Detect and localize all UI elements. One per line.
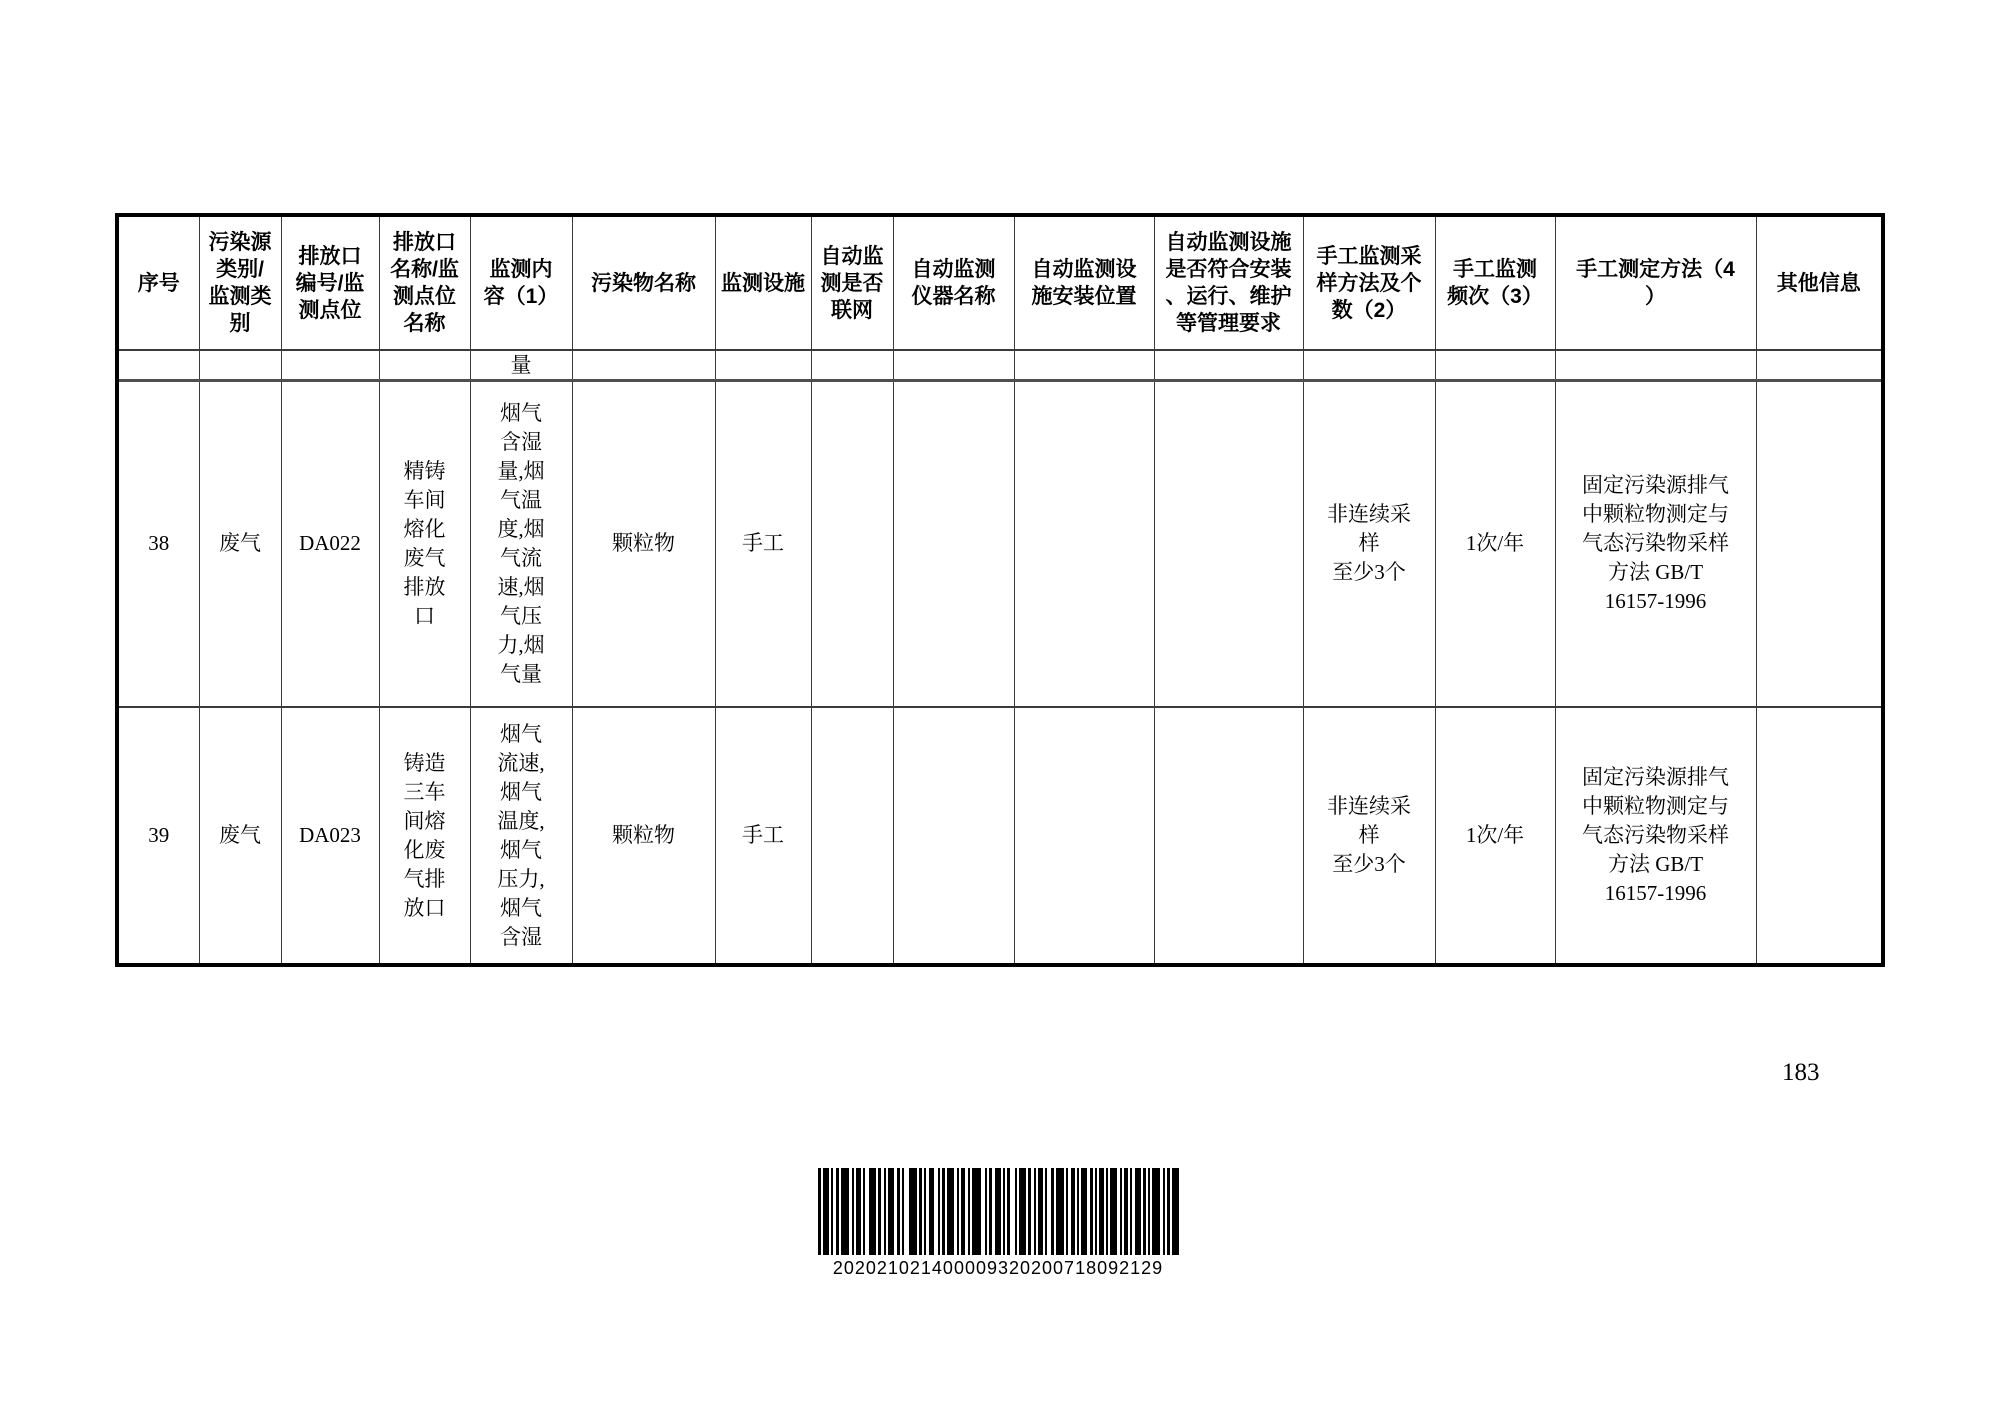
cell-manual-frequency (1435, 350, 1555, 380)
cell-seq: 39 (117, 707, 199, 965)
col-header-auto-install-location: 自动监测设 施安装位置 (1014, 215, 1154, 350)
cell-manual-sampling-method: 非连续采 样 至少3个 (1303, 380, 1435, 707)
cell-pollutant-name (572, 350, 715, 380)
continuation-row (117, 350, 1883, 380)
cell-auto-install-location (1014, 380, 1154, 707)
barcode (818, 1168, 1178, 1279)
cell-other-info (1756, 707, 1883, 965)
cell-source-category: 废气 (199, 707, 281, 965)
cell-auto-networked (811, 350, 893, 380)
col-header-monitor-content: 监测内 容（1） (470, 215, 572, 350)
cell-monitor-content: 烟气 含湿 量,烟 气温 度,烟 气流 速,烟 气压 力,烟 气量 (470, 380, 572, 707)
col-header-monitor-facility: 监测设施 (715, 215, 811, 350)
cell-manual-frequency: 1次/年 (1435, 707, 1555, 965)
cell-monitor-content: 烟气 流速, 烟气 温度, 烟气 压力, 烟气 含湿 (470, 707, 572, 965)
cell-auto-compliance (1154, 707, 1303, 965)
col-header-auto-compliance: 自动监测设施 是否符合安装 、运行、维护 等管理要求 (1154, 215, 1303, 350)
monitoring-table (115, 213, 1885, 967)
col-header-manual-determination-method: 手工测定方法（4 ） (1555, 215, 1756, 350)
cell-auto-instrument-name (893, 707, 1014, 965)
col-header-source-category: 污染源 类别/ 监测类 别 (199, 215, 281, 350)
cell-auto-instrument-name (893, 350, 1014, 380)
col-header-outlet-code: 排放口 编号/监 测点位 (281, 215, 379, 350)
col-header-auto-instrument-name: 自动监测 仪器名称 (893, 215, 1014, 350)
col-header-other-info: 其他信息 (1756, 215, 1883, 350)
cell-manual-determination-method: 固定污染源排气 中颗粒物测定与 气态污染物采样 方法 GB/T 16157-1996 (1555, 380, 1756, 707)
page-number: 183 (1782, 1059, 1820, 1086)
cell-pollutant-name: 颗粒物 (572, 707, 715, 965)
col-header-manual-sampling-method: 手工监测采 样方法及个 数（2） (1303, 215, 1435, 350)
cell-outlet-code (281, 350, 379, 380)
cell-manual-determination-method: 固定污染源排气 中颗粒物测定与 气态污染物采样 方法 GB/T 16157-1996 (1555, 707, 1756, 965)
cell-other-info (1756, 350, 1883, 380)
cell-manual-sampling-method (1303, 350, 1435, 380)
cell-monitor-facility (715, 350, 811, 380)
col-header-manual-frequency: 手工监测 频次（3） (1435, 215, 1555, 350)
col-header-outlet-name: 排放口 名称/监 测点位 名称 (379, 215, 470, 350)
cell-auto-install-location (1014, 350, 1154, 380)
cell-source-category: 废气 (199, 380, 281, 707)
cell-outlet-code: DA022 (281, 380, 379, 707)
cell-seq: 38 (117, 380, 199, 707)
cell-outlet-name: 精铸 车间 熔化 废气 排放 口 (379, 380, 470, 707)
cell-outlet-name: 铸造 三车 间熔 化废 气排 放口 (379, 707, 470, 965)
cell-other-info (1756, 380, 1883, 707)
cell-auto-compliance (1154, 350, 1303, 380)
col-header-pollutant-name: 污染物名称 (572, 215, 715, 350)
header-row (117, 215, 1883, 350)
cell-seq (117, 350, 199, 380)
cell-auto-install-location (1014, 707, 1154, 965)
table-row-38 (117, 380, 1883, 707)
cell-outlet-name (379, 350, 470, 380)
barcode-bars (818, 1168, 1178, 1255)
col-header-seq: 序号 (117, 215, 199, 350)
cell-auto-networked (811, 380, 893, 707)
cell-monitor-content: 量 (470, 350, 572, 380)
barcode-number: 202021021400009320200718092129 (832, 1258, 1164, 1278)
cell-manual-determination-method (1555, 350, 1756, 380)
cell-manual-sampling-method: 非连续采 样 至少3个 (1303, 707, 1435, 965)
cell-monitor-facility: 手工 (715, 707, 811, 965)
cell-auto-networked (811, 707, 893, 965)
cell-manual-frequency: 1次/年 (1435, 380, 1555, 707)
cell-source-category (199, 350, 281, 380)
cell-auto-instrument-name (893, 380, 1014, 707)
col-header-auto-networked: 自动监 测是否 联网 (811, 215, 893, 350)
cell-outlet-code: DA023 (281, 707, 379, 965)
table-row-39 (117, 707, 1883, 965)
cell-monitor-facility: 手工 (715, 380, 811, 707)
cell-pollutant-name: 颗粒物 (572, 380, 715, 707)
cell-auto-compliance (1154, 380, 1303, 707)
